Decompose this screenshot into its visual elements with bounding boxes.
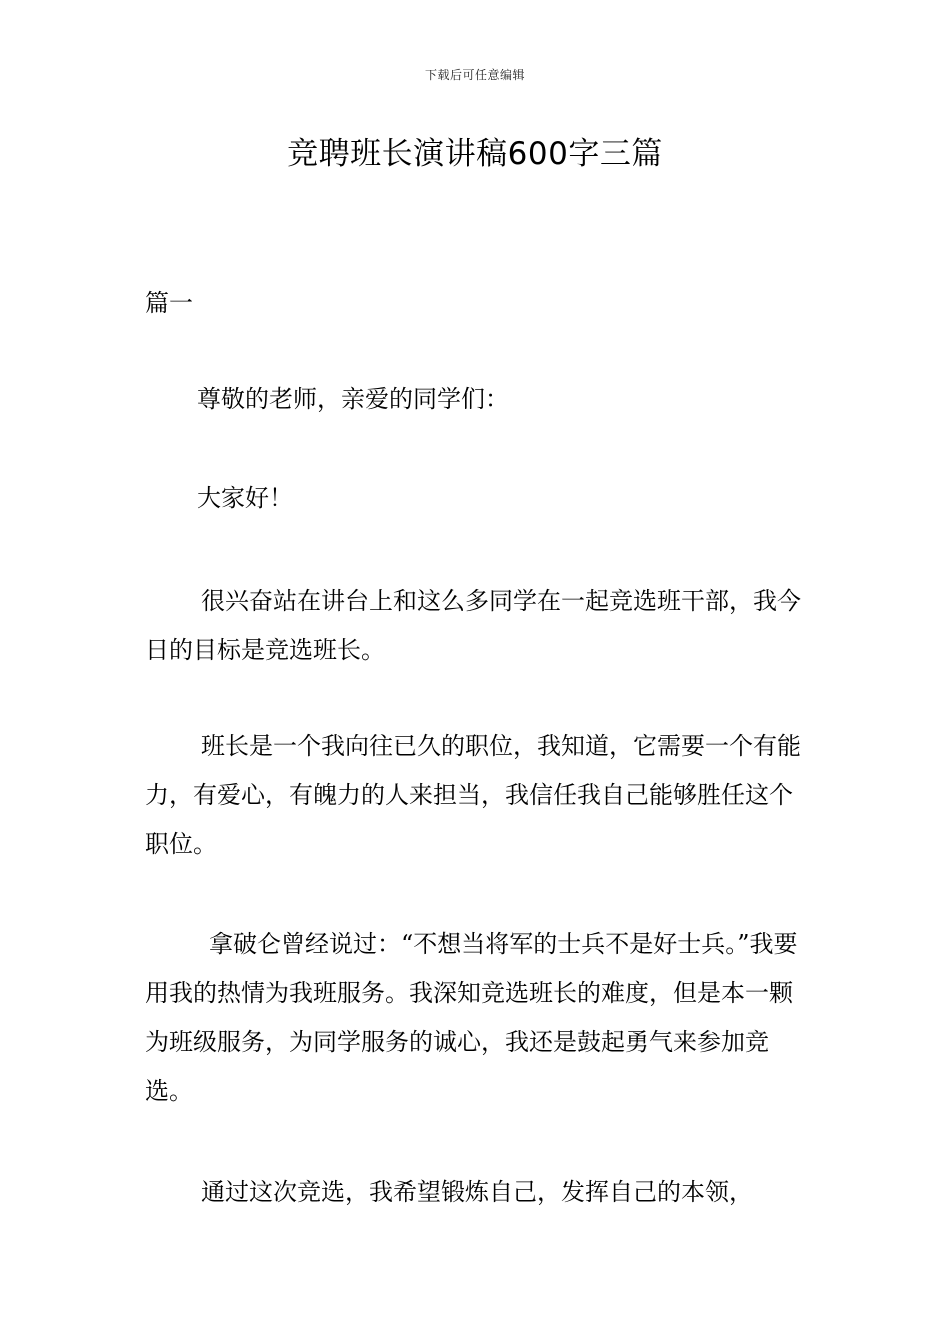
document-title: 竞聘班长演讲稿600字三篇	[287, 136, 663, 172]
paragraph-greeting: 尊敬的老师，亲爱的同学们：	[197, 385, 509, 413]
section-heading: 篇一	[145, 289, 193, 317]
paragraph-position: 班长是一个我向往已久的职位，我知道，它需要一个有能力，有爱心，有魄力的人来担当，我信任我自己能够胜任这个职位。	[145, 732, 801, 858]
paragraph-goal: 很兴奋站在讲台上和这么多同学在一起竞选班干部，我今日的目标是竞选班长。	[145, 587, 801, 664]
header-note: 下载后可任意编辑	[424, 68, 525, 82]
paragraph-napoleon-quote: 拿破仑曾经说过：“不想当将军的士兵不是好士兵。”我要用我的热情为我班服务。我深知竞选班长的难度，但是本一颗为班级服务，为同学服务的诚心，我还是鼓起勇气来参加竞选。	[145, 930, 798, 1105]
paragraph-hello: 大家好！	[197, 484, 293, 512]
paragraph-hope: 通过这次竞选，我希望锻炼自己，发挥自己的本领，	[201, 1178, 753, 1206]
